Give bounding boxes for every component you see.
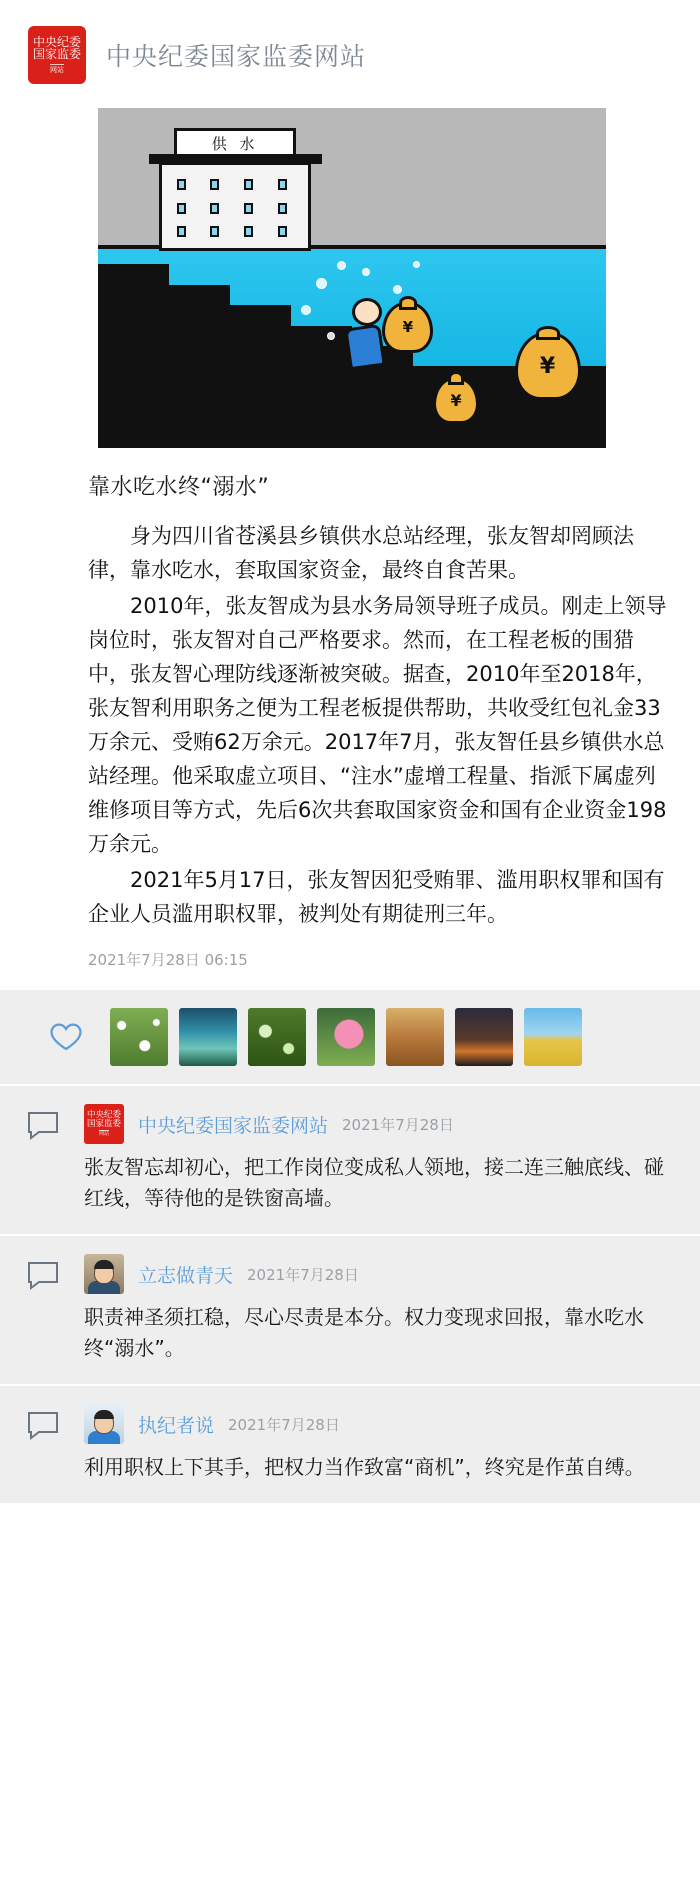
comment-bubble-icon[interactable] bbox=[26, 1260, 66, 1300]
illustration-step bbox=[164, 285, 230, 448]
avatar-line-3: 网站 bbox=[98, 1130, 109, 1137]
bubble-icon bbox=[327, 332, 335, 340]
comment-header bbox=[84, 1254, 672, 1294]
comment-author[interactable]: 执纪者说 bbox=[138, 1414, 215, 1437]
list-item[interactable] bbox=[317, 1008, 375, 1066]
avatar-line-2: 国家监委 bbox=[86, 1119, 121, 1130]
article-publish-date: 2021年7月28日 06:15 bbox=[88, 951, 248, 970]
illustration-step bbox=[98, 264, 169, 448]
illustration-step bbox=[286, 326, 352, 448]
list-item[interactable] bbox=[386, 1008, 444, 1066]
bag-knot bbox=[536, 326, 560, 340]
comment-header bbox=[84, 1404, 672, 1444]
comment-item bbox=[0, 1384, 700, 1503]
article-title: 靠水吃水终“溺水” bbox=[88, 475, 270, 500]
bag-knot bbox=[448, 371, 464, 385]
list-item[interactable] bbox=[110, 1008, 168, 1066]
comment-body bbox=[84, 1254, 672, 1364]
list-item[interactable] bbox=[248, 1008, 306, 1066]
window-icon bbox=[177, 203, 186, 214]
article bbox=[0, 448, 700, 990]
list-item[interactable] bbox=[179, 1008, 237, 1066]
money-bag-held bbox=[382, 302, 433, 353]
list-item[interactable] bbox=[524, 1008, 582, 1066]
article-paragraph: 身为四川省苍溪县乡镇供水总站经理，张友智却罔顾法律，靠水吃水，套取国家资金，最终自食苦果。 bbox=[88, 524, 634, 583]
bag-knot bbox=[399, 296, 417, 310]
article-paragraph: 2021年5月17日，张友智因犯受贿罪、滥用职权罪和国有企业人员滥用职权罪，被判处有期徒刑三年。 bbox=[88, 868, 665, 927]
avatar-hair bbox=[94, 1260, 114, 1269]
comment-item bbox=[0, 1234, 700, 1384]
comment-author[interactable]: 立志做青天 bbox=[138, 1264, 234, 1287]
window-icon bbox=[244, 203, 253, 214]
window-icon bbox=[278, 203, 287, 214]
window-icon bbox=[210, 203, 219, 214]
bubble-icon bbox=[393, 285, 402, 294]
list-item[interactable] bbox=[455, 1008, 513, 1066]
likes-bar bbox=[0, 990, 700, 1084]
window-icon bbox=[210, 179, 219, 190]
article-paragraph: 2010年，张友智成为县水务局领导班子成员。刚走上领导岗位时，张友智对自己严格要求。然而，在工程老板的围猎中，张友智心理防线逐渐被突破。据查，2010年至2018年，张友智利用职务之便为工程老板提供帮助，共收受红包礼金33万余元、受贿62万余元。2017年7月，张友智任县乡镇供水总站经理。他采取虚立项目、“注水”虚增工程量、指派下属虚列维修项目等方式，先后6次共套取国家资金和国有企业资金198万余元。 bbox=[88, 594, 667, 857]
comment-text: 职责神圣须扛稳，尽心尽责是本分。权力变现求回报，靠水吃水终“溺水”。 bbox=[84, 1305, 644, 1361]
window-icon bbox=[177, 226, 186, 237]
avatar[interactable] bbox=[84, 1104, 124, 1144]
money-bag-large bbox=[515, 332, 581, 400]
window-icon bbox=[244, 179, 253, 190]
comment-header bbox=[84, 1104, 672, 1144]
currency-symbol: ¥ bbox=[402, 318, 414, 337]
avatar[interactable] bbox=[84, 1404, 124, 1444]
avatar[interactable] bbox=[84, 1254, 124, 1294]
window-icon bbox=[278, 179, 287, 190]
currency-symbol: ¥ bbox=[539, 353, 556, 379]
water-supply-sign: 供 水 bbox=[174, 128, 296, 159]
avatar-hair bbox=[94, 1410, 114, 1419]
avatar-line-1: 中央纪委 bbox=[86, 1110, 121, 1121]
comment-date: 2021年7月28日 bbox=[228, 1415, 340, 1434]
article-body bbox=[88, 519, 670, 931]
site-title: 中央纪委国家监委网站 bbox=[106, 42, 367, 71]
logo-line-1: 中央纪委 bbox=[32, 34, 81, 49]
window-icon bbox=[244, 226, 253, 237]
water-supply-building bbox=[159, 162, 311, 250]
site-header bbox=[0, 0, 700, 102]
window-icon bbox=[210, 226, 219, 237]
comment-date: 2021年7月28日 bbox=[247, 1265, 359, 1284]
money-bag-medium bbox=[433, 377, 479, 425]
comment-text: 张友智忘却初心，把工作岗位变成私人领地，接二连三触底线、碰红线，等待他的是铁窗高墙。 bbox=[84, 1155, 664, 1211]
comment-item bbox=[0, 1084, 700, 1234]
drowning-man-body bbox=[344, 323, 385, 370]
comment-body bbox=[84, 1104, 672, 1214]
comment-bubble-icon[interactable] bbox=[26, 1110, 66, 1150]
comment-date: 2021年7月28日 bbox=[342, 1115, 454, 1134]
liker-thumbnails bbox=[110, 1008, 582, 1066]
logo-line-3: 网站 bbox=[50, 65, 64, 74]
bubble-icon bbox=[337, 261, 346, 270]
comment-body bbox=[84, 1404, 672, 1483]
comment-text: 利用职权上下其手，把权力当作致富“商机”，终究是作茧自缚。 bbox=[84, 1455, 645, 1480]
comment-bubble-icon[interactable] bbox=[26, 1410, 66, 1450]
site-logo[interactable] bbox=[28, 26, 86, 84]
bubble-icon bbox=[413, 261, 420, 268]
currency-symbol: ¥ bbox=[450, 390, 462, 410]
heart-icon[interactable] bbox=[46, 1017, 86, 1057]
comment-author[interactable]: 中央纪委国家监委网站 bbox=[138, 1114, 329, 1137]
illustration-step bbox=[225, 305, 291, 448]
window-icon bbox=[278, 226, 287, 237]
bubble-icon bbox=[362, 268, 370, 276]
logo-line-2: 国家监委 bbox=[32, 47, 81, 62]
article-illustration bbox=[98, 108, 606, 448]
window-icon bbox=[177, 179, 186, 190]
